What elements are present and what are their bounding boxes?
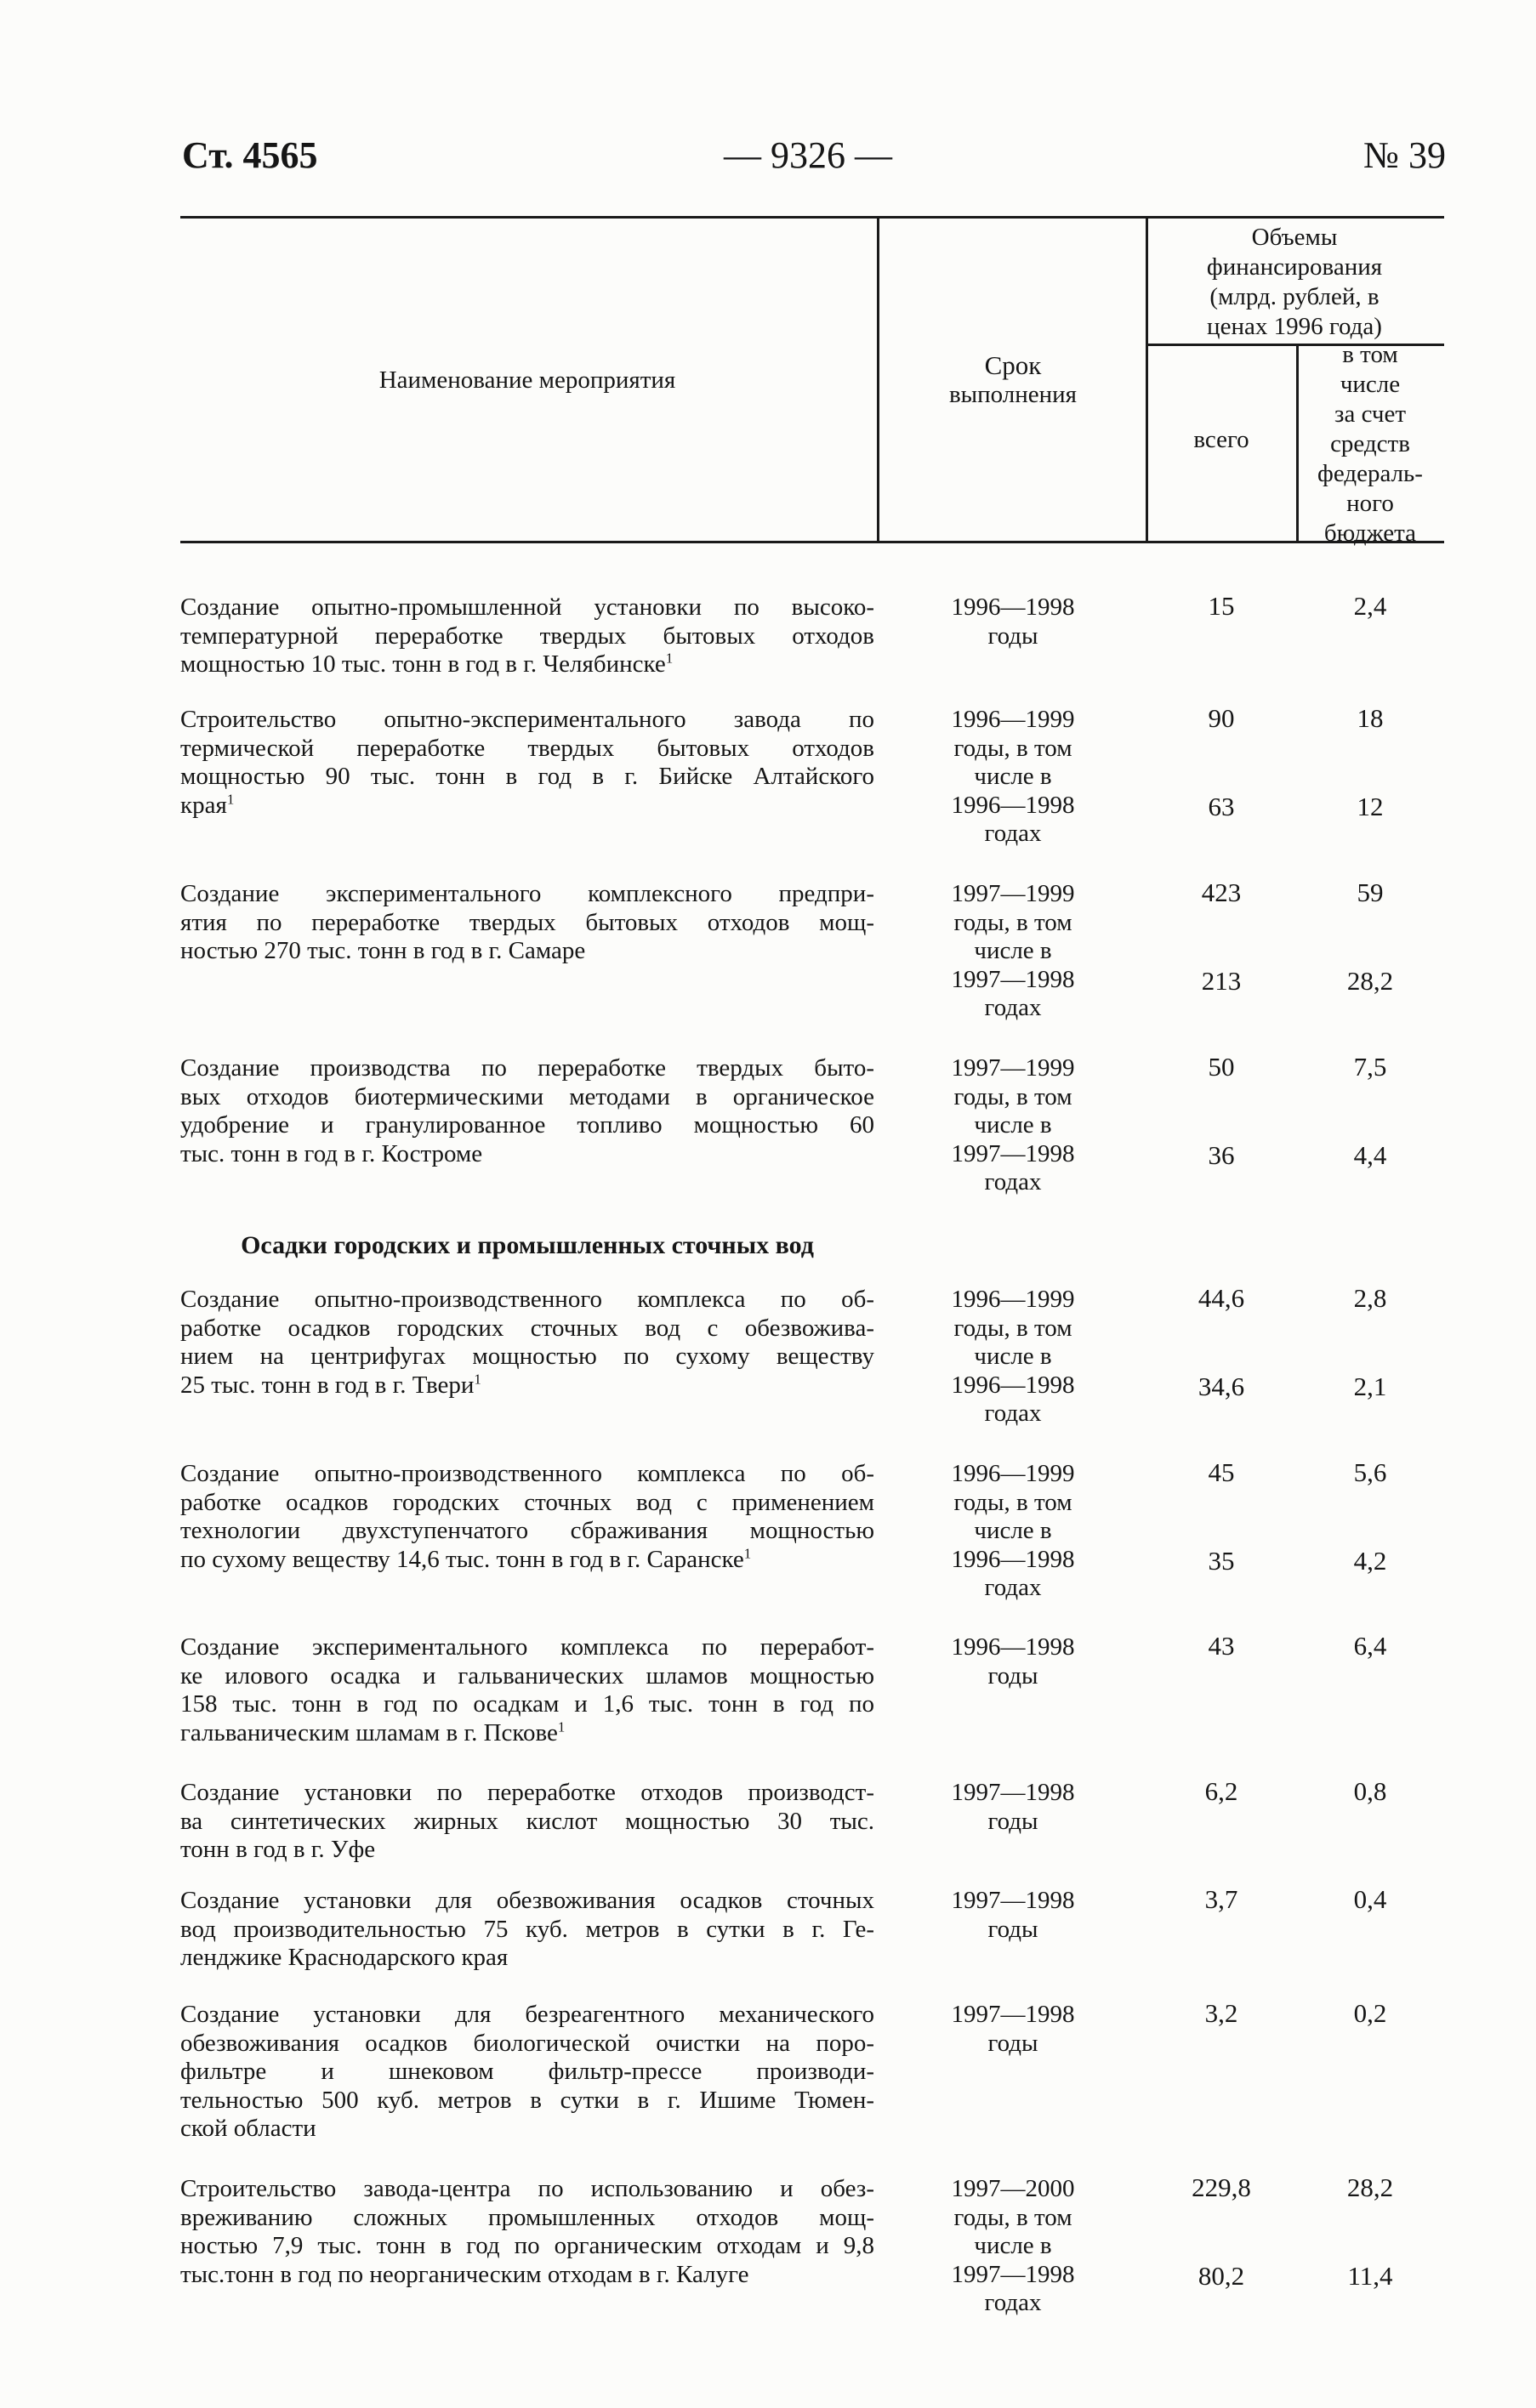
measure-name-line: тыс.тонн в год по неорганическим отходам в г. Калуге xyxy=(180,2260,749,2288)
completion-term-line: годы xyxy=(987,1915,1038,1943)
measure-name xyxy=(180,2175,874,2289)
completion-term xyxy=(881,706,1145,849)
measure-name xyxy=(180,880,874,966)
completion-term-line: годы xyxy=(987,1807,1038,1835)
completion-term-line: 1996—1998 xyxy=(951,1371,1075,1399)
measure-name-line: ятия по переработке твердых бытовых отходов мощ- xyxy=(180,908,874,936)
completion-term-line: 1996—1999 xyxy=(951,1286,1075,1313)
completion-term-line: 1996—1999 xyxy=(951,1460,1075,1487)
completion-term-line: числе в xyxy=(974,1111,1052,1139)
completion-term xyxy=(881,2001,1145,2058)
completion-term-line: 1997—1998 xyxy=(951,1887,1075,1914)
completion-term-line: годах xyxy=(984,1168,1042,1195)
measure-name-line: ской области xyxy=(180,2115,316,2142)
completion-term-line: числе в xyxy=(974,1517,1052,1544)
measure-name xyxy=(180,1633,874,1747)
measure-name-line: Строительство завода-центра по использованию и обез- xyxy=(180,2175,874,2202)
completion-term-line: годах xyxy=(984,994,1042,1021)
measure-name-line: технологии двухступенчатого сбраживания мощностью xyxy=(180,1517,874,1544)
completion-term xyxy=(881,1887,1145,1944)
measure-name-line: гальваническим шламам в г. Пскове$^1$ xyxy=(180,1718,566,1746)
column-header-volume xyxy=(1148,223,1441,342)
funding-total: 80,2 xyxy=(1198,2261,1245,2291)
funding-total: 3,2 xyxy=(1204,1998,1238,2028)
funding-federal: 4,2 xyxy=(1353,1546,1387,1576)
funding-federal: 59 xyxy=(1357,877,1384,907)
completion-term-line: 1996—1998 xyxy=(951,1545,1075,1573)
completion-term-line: годы, в том xyxy=(953,908,1072,936)
funding-federal: 0,8 xyxy=(1353,1776,1387,1806)
measure-name-line: Создание установки по переработке отходов производст- xyxy=(180,1779,874,1806)
funding-federal: 4,4 xyxy=(1353,1140,1387,1170)
completion-term xyxy=(881,880,1145,1023)
completion-term-line: 1996—1998 xyxy=(951,1633,1075,1661)
funding-total: 43 xyxy=(1208,1631,1235,1661)
measure-name-line: тельностью 500 куб. метров в сутки в г. Ишиме Тюмен- xyxy=(180,2086,874,2114)
completion-term-line: 1997—1998 xyxy=(951,2260,1075,2288)
page-number: — 9326 — xyxy=(724,134,892,176)
measure-name-line: ностью 7,9 тыс. тонн в год по органическим отходам и 9,8 xyxy=(180,2232,874,2259)
column-header-volume-line: финансирования xyxy=(1206,253,1383,281)
measure-name-line: Создание производства по переработке твердых быто- xyxy=(180,1054,874,1082)
column-header-volume-line: (млрд. рублей, в xyxy=(1209,283,1380,310)
completion-term-line: годы, в том xyxy=(953,734,1072,762)
measure-name-line: тонн в год в г. Уфе xyxy=(180,1836,376,1863)
column-divider-name-term xyxy=(877,216,879,543)
measure-name-line: Создание опытно-производственного комплекса по об- xyxy=(180,1460,874,1487)
completion-term-line: годах xyxy=(984,2289,1042,2316)
measure-name xyxy=(180,1887,874,1973)
measure-name-line: мощностью 90 тыс. тонн в год в г. Бийске Алтайского xyxy=(180,763,874,790)
funding-total: 213 xyxy=(1201,966,1242,996)
column-header-volume-line: Объемы xyxy=(1251,224,1338,251)
funding-federal: 0,4 xyxy=(1353,1884,1387,1914)
completion-term-line: 1996—1998 xyxy=(951,791,1075,819)
measure-name-line: 25 тыс. тонн в год в г. Твери$^1$ xyxy=(180,1370,481,1399)
column-header-term-line: выполнения xyxy=(948,381,1078,408)
measure-name-line: удобрение и гранулированное топливо мощностью 60 xyxy=(180,1111,874,1139)
measure-name-line: работке осадков городских сточных вод с обезвожива- xyxy=(180,1314,874,1342)
completion-term-line: числе в xyxy=(974,2232,1052,2259)
measure-name-line: вод производительностью 75 куб. метров в сутки в г. Ге- xyxy=(180,1915,874,1943)
footnote-mark: 1 xyxy=(557,1718,566,1735)
measure-name-line: нием на центрифугах мощностью по сухому веществу xyxy=(180,1343,874,1370)
funding-total: 423 xyxy=(1201,877,1242,907)
completion-term-line: годы, в том xyxy=(953,1314,1072,1342)
measure-name-line: ке илового осадка и гальванических шламов мощностью xyxy=(180,1661,874,1690)
column-header-name: Наименование мероприятия xyxy=(378,366,676,394)
measure-name-line: Строительство опытно-экспериментального завода по xyxy=(180,706,874,733)
completion-term xyxy=(881,593,1145,650)
column-header-term-line: Срок xyxy=(984,350,1042,380)
column-header-total: всего xyxy=(1193,426,1249,453)
funding-total: 90 xyxy=(1208,703,1235,733)
footnote-mark: 1 xyxy=(474,1370,481,1387)
measure-name-line: обезвоживания осадков биологической очистки на поро- xyxy=(180,2029,874,2057)
footnote-mark: 1 xyxy=(665,650,674,667)
measure-name xyxy=(180,593,874,679)
measure-name xyxy=(180,1779,874,1865)
funding-total: 6,2 xyxy=(1204,1776,1238,1806)
completion-term-line: числе в xyxy=(974,937,1052,964)
completion-term-line: 1997—1998 xyxy=(951,1779,1075,1806)
completion-term-line: годах xyxy=(984,820,1042,847)
measure-name-line: температурной переработке твердых бытовых отходов xyxy=(180,622,874,650)
completion-term-line: 1997—2000 xyxy=(951,2175,1075,2202)
completion-term-line: годы xyxy=(987,2029,1038,2057)
funding-total: 229,8 xyxy=(1192,2172,1251,2202)
funding-total: 34,6 xyxy=(1198,1372,1245,1401)
measure-name-line: термической переработке твердых бытовых отходов xyxy=(180,734,874,762)
measure-name-line: тыс. тонн в год в г. Костроме xyxy=(180,1139,483,1167)
measure-name xyxy=(180,1054,874,1168)
measure-name-line: Создание опытно-производственного комплекса по об- xyxy=(180,1286,874,1313)
column-header-federal xyxy=(1300,340,1441,548)
measure-name-line: края$^1$ xyxy=(180,790,235,819)
funding-total: 50 xyxy=(1208,1052,1235,1082)
column-header-federal-line: средств xyxy=(1330,430,1410,457)
measure-name-line: по сухому веществу 14,6 тыс. тонн в год в г. Саранске$^1$ xyxy=(180,1544,752,1573)
measure-name-line: 158 тыс. тонн в год по осадкам и 1,6 тыс. тонн в год по xyxy=(180,1690,874,1718)
funding-total: 36 xyxy=(1208,1140,1235,1170)
completion-term-line: 1997—1999 xyxy=(951,1054,1075,1082)
completion-term xyxy=(881,1054,1145,1197)
completion-term-line: годах xyxy=(984,1574,1042,1601)
funding-federal: 2,1 xyxy=(1353,1372,1387,1401)
measure-name-line: Создание установки для безреагентного механического xyxy=(180,2001,874,2028)
completion-term-line: числе в xyxy=(974,763,1052,790)
funding-total: 35 xyxy=(1208,1546,1235,1576)
measure-name xyxy=(180,2001,874,2144)
funding-federal: 0,2 xyxy=(1353,1998,1387,2028)
measure-name-line: Создание экспериментального комплекса по переработ- xyxy=(180,1633,874,1661)
completion-term-line: 1996—1998 xyxy=(951,593,1075,621)
funding-federal: 7,5 xyxy=(1353,1052,1387,1082)
completion-term-line: числе в xyxy=(974,1343,1052,1370)
column-header-volume-line: ценах 1996 года) xyxy=(1207,313,1382,340)
column-header-federal-line: бюджета xyxy=(1323,520,1417,547)
measure-name-line: мощностью 10 тыс. тонн в год в г. Челябинске$^1$ xyxy=(180,650,674,678)
funding-federal: 11,4 xyxy=(1347,2261,1393,2291)
funding-total: 44,6 xyxy=(1198,1283,1245,1313)
page-article-number: Ст. 4565 xyxy=(182,134,318,176)
funding-federal: 12 xyxy=(1357,792,1384,821)
completion-term-line: годах xyxy=(984,1400,1042,1427)
measure-name-line: ностью 270 тыс. тонн в год в г. Самаре xyxy=(180,937,586,964)
funding-federal: 5,6 xyxy=(1353,1457,1387,1487)
table-top-rule xyxy=(180,216,1444,219)
measure-name-line: Создание экспериментального комплексного предпри- xyxy=(180,880,874,907)
column-header-federal-line: ного xyxy=(1346,490,1394,517)
column-divider-total-federal xyxy=(1296,344,1299,543)
completion-term-line: 1997—1998 xyxy=(951,2001,1075,2028)
measure-name xyxy=(180,706,874,820)
completion-term-line: годы xyxy=(987,1661,1038,1690)
completion-term-line: 1997—1999 xyxy=(951,880,1075,907)
funding-total: 63 xyxy=(1208,792,1235,821)
measure-name xyxy=(180,1460,874,1574)
issue-number: № 39 xyxy=(1363,134,1446,176)
measure-name-line: Создание установки для обезвоживания осадков сточных xyxy=(180,1887,874,1914)
column-header-federal-line: числе xyxy=(1340,371,1401,398)
completion-term-line: годы xyxy=(987,622,1038,650)
footnote-mark: 1 xyxy=(226,790,235,807)
measure-name-line: ва синтетических жирных кислот мощностью 30 тыс. xyxy=(180,1807,874,1835)
measure-name-line: вых отходов биотермическими методами в органическое xyxy=(180,1082,874,1110)
measure-name-line: фильтре и шнековом фильтр-прессе производи- xyxy=(180,2058,874,2085)
funding-federal: 18 xyxy=(1357,703,1384,733)
measure-name-line: Создание опытно-промышленной установки по высоко- xyxy=(180,593,874,621)
measure-name-line: вреживанию сложных промышленных отходов мощ- xyxy=(180,2203,874,2231)
completion-term-line: 1997—1998 xyxy=(951,1139,1075,1167)
funding-federal: 2,8 xyxy=(1353,1283,1387,1313)
completion-term-line: годы, в том xyxy=(953,1082,1072,1110)
completion-term xyxy=(881,1286,1145,1428)
column-header-term xyxy=(881,350,1145,410)
column-header-federal-line: федераль- xyxy=(1317,460,1423,487)
completion-term-line: годы, в том xyxy=(953,2203,1072,2231)
funding-federal: 2,4 xyxy=(1353,591,1387,621)
funding-total: 45 xyxy=(1208,1457,1235,1487)
measure-name-line: ленджике Краснодарского края xyxy=(180,1944,509,1971)
completion-term xyxy=(881,1779,1145,1836)
measure-name xyxy=(180,1286,874,1400)
completion-term-line: годы, в том xyxy=(953,1488,1072,1516)
section-heading: Осадки городских и промышленных сточных вод xyxy=(241,1231,814,1259)
funding-total: 15 xyxy=(1208,591,1235,621)
column-header-federal-line: за счет xyxy=(1334,400,1406,428)
completion-term xyxy=(881,1460,1145,1603)
funding-federal: 6,4 xyxy=(1353,1631,1387,1661)
table-header-bottom-rule xyxy=(180,541,1444,543)
measure-name-line: работке осадков городских сточных вод с применением xyxy=(180,1488,874,1516)
completion-term-line: 1996—1999 xyxy=(951,706,1075,733)
completion-term xyxy=(881,1633,1145,1690)
footnote-mark: 1 xyxy=(743,1544,752,1561)
funding-federal: 28,2 xyxy=(1346,2172,1394,2202)
funding-total: 3,7 xyxy=(1204,1884,1238,1914)
column-header-federal-line: в том xyxy=(1342,341,1398,368)
funding-federal: 28,2 xyxy=(1346,966,1394,996)
completion-term-line: 1997—1998 xyxy=(951,965,1075,993)
completion-term xyxy=(881,2175,1145,2318)
